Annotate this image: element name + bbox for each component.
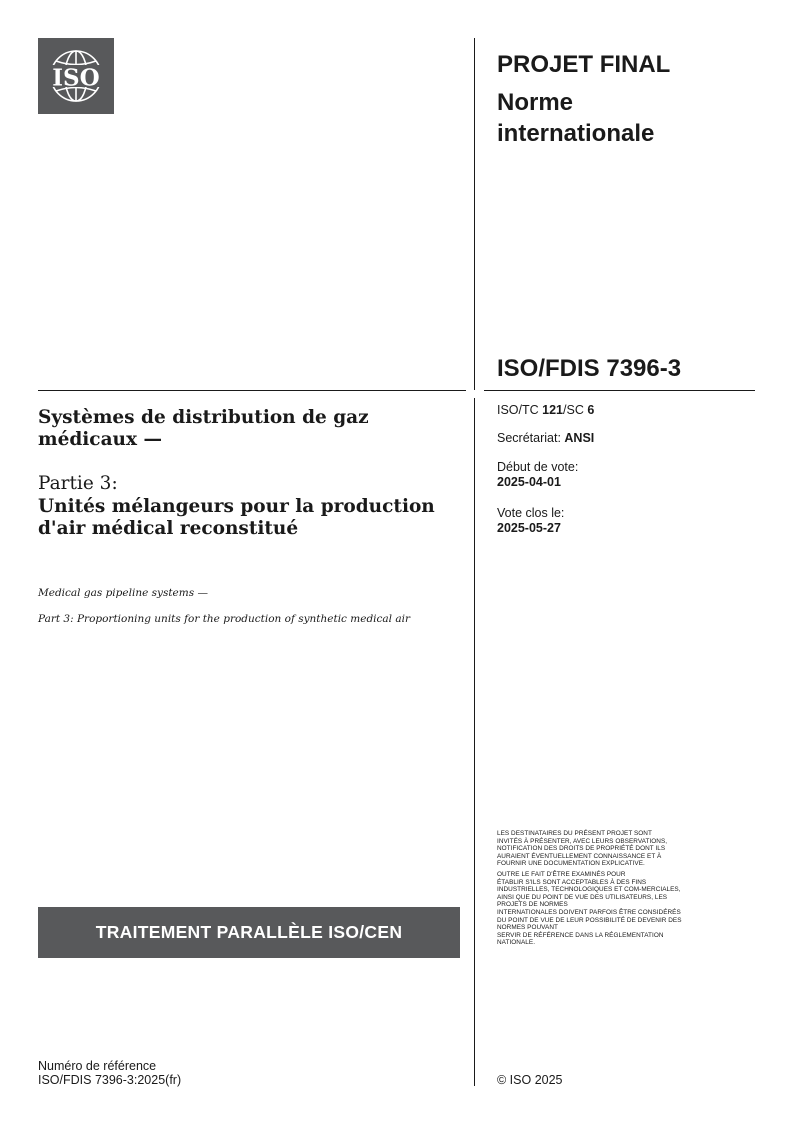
english-part-title: Part 3: Proportioning units for the production of synthetic medical air — [38, 613, 410, 625]
reference-number: ISO/FDIS 7396-3:2025(fr) — [38, 1073, 182, 1087]
iso-globe-icon — [38, 38, 114, 114]
right-horizontal-rule — [484, 390, 755, 391]
vote-end-label: Vote clos le: — [497, 506, 565, 520]
english-title: Medical gas pipeline systems — — [38, 587, 208, 599]
committee-tc: 121 — [542, 403, 564, 417]
main-title: Systèmes de distribution de gaz médicaux — — [38, 407, 369, 450]
secretariat-value: ANSI — [564, 431, 595, 445]
top-vertical-rule — [474, 38, 475, 390]
iso-logo-icon — [38, 38, 114, 114]
doc-number: ISO/FDIS 7396-3 — [497, 355, 682, 382]
vote-start-value: 2025-04-01 — [497, 475, 561, 489]
doc-type-line2: internationale — [497, 120, 655, 147]
copyright: © ISO 2025 — [497, 1073, 563, 1087]
left-horizontal-rule — [38, 390, 466, 391]
recipient-notice — [497, 830, 759, 950]
banner-text: TRAITEMENT PARALLÈLE ISO/CEN — [95, 922, 403, 942]
part-title: Unités mélangeurs pour la production d'air médical reconstitué — [38, 496, 435, 539]
notice-paragraph-1: LES DESTINATAIRES DU PRÉSENT PROJET SONT INVITÉS À PRÉSENTER, AVEC LEURS OBSERVATIONS, NOTIFICATION DES DROITS DE PROPRIÉTÉ DONT ILS AURAIENT ÉVENTUELLEMENT CONNAISSANCE ET À FOURNIR UNE DOCUMENTATION EXPLICATIVE. — [497, 830, 668, 868]
part-label: Partie 3: — [38, 473, 118, 494]
reference-label: Numéro de référence — [38, 1059, 157, 1073]
secretariat-line: Secrétariat: ANSI — [497, 431, 595, 445]
vote-start-label: Début de vote: — [497, 460, 579, 474]
committee-sc: 6 — [587, 403, 595, 417]
bottom-vertical-rule — [474, 398, 475, 1086]
parallel-processing-banner — [38, 907, 460, 958]
doc-type-line1: Norme — [497, 89, 574, 116]
iso-logo-text: ISO — [52, 64, 100, 92]
committee-line: ISO/TC 121/SC 6 — [497, 403, 595, 417]
vote-end-value: 2025-05-27 — [497, 521, 561, 535]
notice-paragraph-2: OUTRE LE FAIT D'ÊTRE EXAMINÉS POUR ÉTABLIR S'ILS SONT ACCEPTABLES À DES FINS INDUSTRIELLES, TECHNOLOGIQUES ET COM-MERCIALES, AINSI QUE DU POINT DE VUE DES UTILISATEURS, LES PROJETS DE NORMES INTERNATIONALES DOIVENT PARFOIS ÊTRE CONSIDÉRÉS DU POINT DE VUE DE LEUR POSSIBILITÉ DE DEVENIR DES NORMES POUVANT SERVIR DE RÉFÉRENCE DANS LA RÉGLEMENTATION NATIONALE. — [497, 870, 682, 947]
doc-stage-title: PROJET FINAL — [497, 51, 671, 78]
